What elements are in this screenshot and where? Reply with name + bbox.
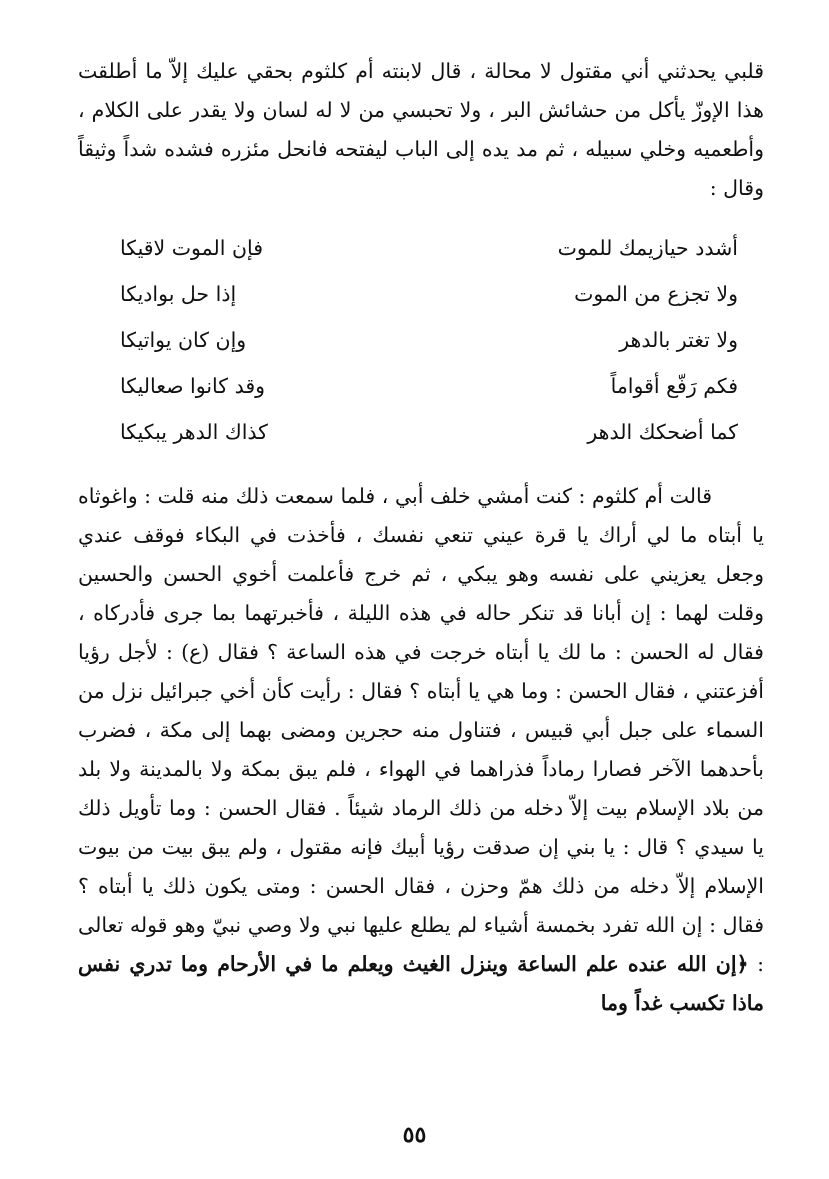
verse-5-second-hemistich: كذاك الدهر يبكيكا [120, 420, 268, 444]
verse-2-first-hemistich: ولا تجزع من الموت [574, 282, 738, 306]
poem-verse-4 [120, 363, 738, 409]
poem [78, 225, 764, 455]
paragraph-intro: قلبي يحدثني أني مقتول لا محالة ، قال لابنته أم كلثوم بحقي عليك إلاّ ما أطلقت هذا الإوزّ يأكل من حشائش البر ، ولا تحبسي من لا له لسان ولا يقدر على الكلام ، وأطعميه وخلي سبيله ، ثم مد يده إلى الباب ليفتحه فانحل مئزره فشده شداً وثيقاً وقال : [78, 59, 764, 200]
quran-quote: ﴿إن الله عنده علم الساعة وينزل الغيث ويعلم ما في الأرحام وما تدري نفس ماذا تكسب غداً وما [78, 952, 764, 1015]
page-number: ٥٥ [402, 1122, 427, 1148]
poem-verse-3 [120, 317, 738, 363]
verse-2-second-hemistich: إذا حل بواديكا [120, 282, 237, 306]
verse-1-first-hemistich: أشدد حيازيمك للموت [557, 236, 738, 260]
document-page [78, 52, 764, 1023]
verse-3-first-hemistich: ولا تغتر بالدهر [619, 328, 738, 352]
narration-text: قالت أم كلثوم : كنت أمشي خلف أبي ، فلما سمعت ذلك منه قلت : واغوثاه يا أبتاه ما لي أراك يا قرة عيني تنعي نفسك ، فأخذت في البكاء فوقف عندي وجعل يعزيني على نفسه وهو يبكي ، ثم خرج فأعلمت أخوي الحسن والحسين وقلت لهما : إن أبانا قد تنكر حاله في هذه الليلة ، فأخبرتهما بما جرى فأدركاه ، فقال له الحسن : ما لك يا أبتاه خرجت في هذه الساعة ؟ فقال (ع) : لأجل رؤيا أفزعتني ، فقال الحسن : وما هي يا أبتاه ؟ فقال : رأيت كأن أخي جبرائيل نزل من السماء على جبل أبي قبيس ، فتناول منه حجرين ومضى بهما إلى مكة ، فضرب بأحدهما الآخر فصارا رماداً فذراهما في الهواء ، فلم يبق بمكة ولا بالمدينة ولا بلد من بلاد الإسلام بيت إلاّ دخله من ذلك الرماد شيئاً . فقال الحسن : وما تأويل ذلك يا سيدي ؟ قال : يا بني إن صدقت رؤيا أبيك فإنه مقتول ، ولم يبق بيت من بيوت الإسلام إلاّ دخله من ذلك همّ وحزن ، فقال الحسن : ومتى يكون ذلك يا أبتاه ؟ فقال : إن الله تفرد بخمسة أشياء لم يطلع عليها نبي ولا وصي نبيّ وهو قوله تعالى : [78, 484, 764, 976]
verse-4-first-hemistich: فكم رَفّع أقواماً [610, 374, 738, 398]
verse-5-first-hemistich: كما أضحكك الدهر [587, 420, 738, 444]
verse-1-second-hemistich: فإن الموت لاقيكا [120, 236, 264, 260]
poem-verse-2 [120, 271, 738, 317]
poem-verse-5 [120, 409, 738, 455]
verse-4-second-hemistich: وقد كانوا صعاليكا [120, 374, 266, 398]
poem-verse-1 [120, 225, 738, 271]
verse-3-second-hemistich: وإن كان يواتيكا [120, 328, 247, 352]
paragraph-narration [78, 477, 764, 1023]
